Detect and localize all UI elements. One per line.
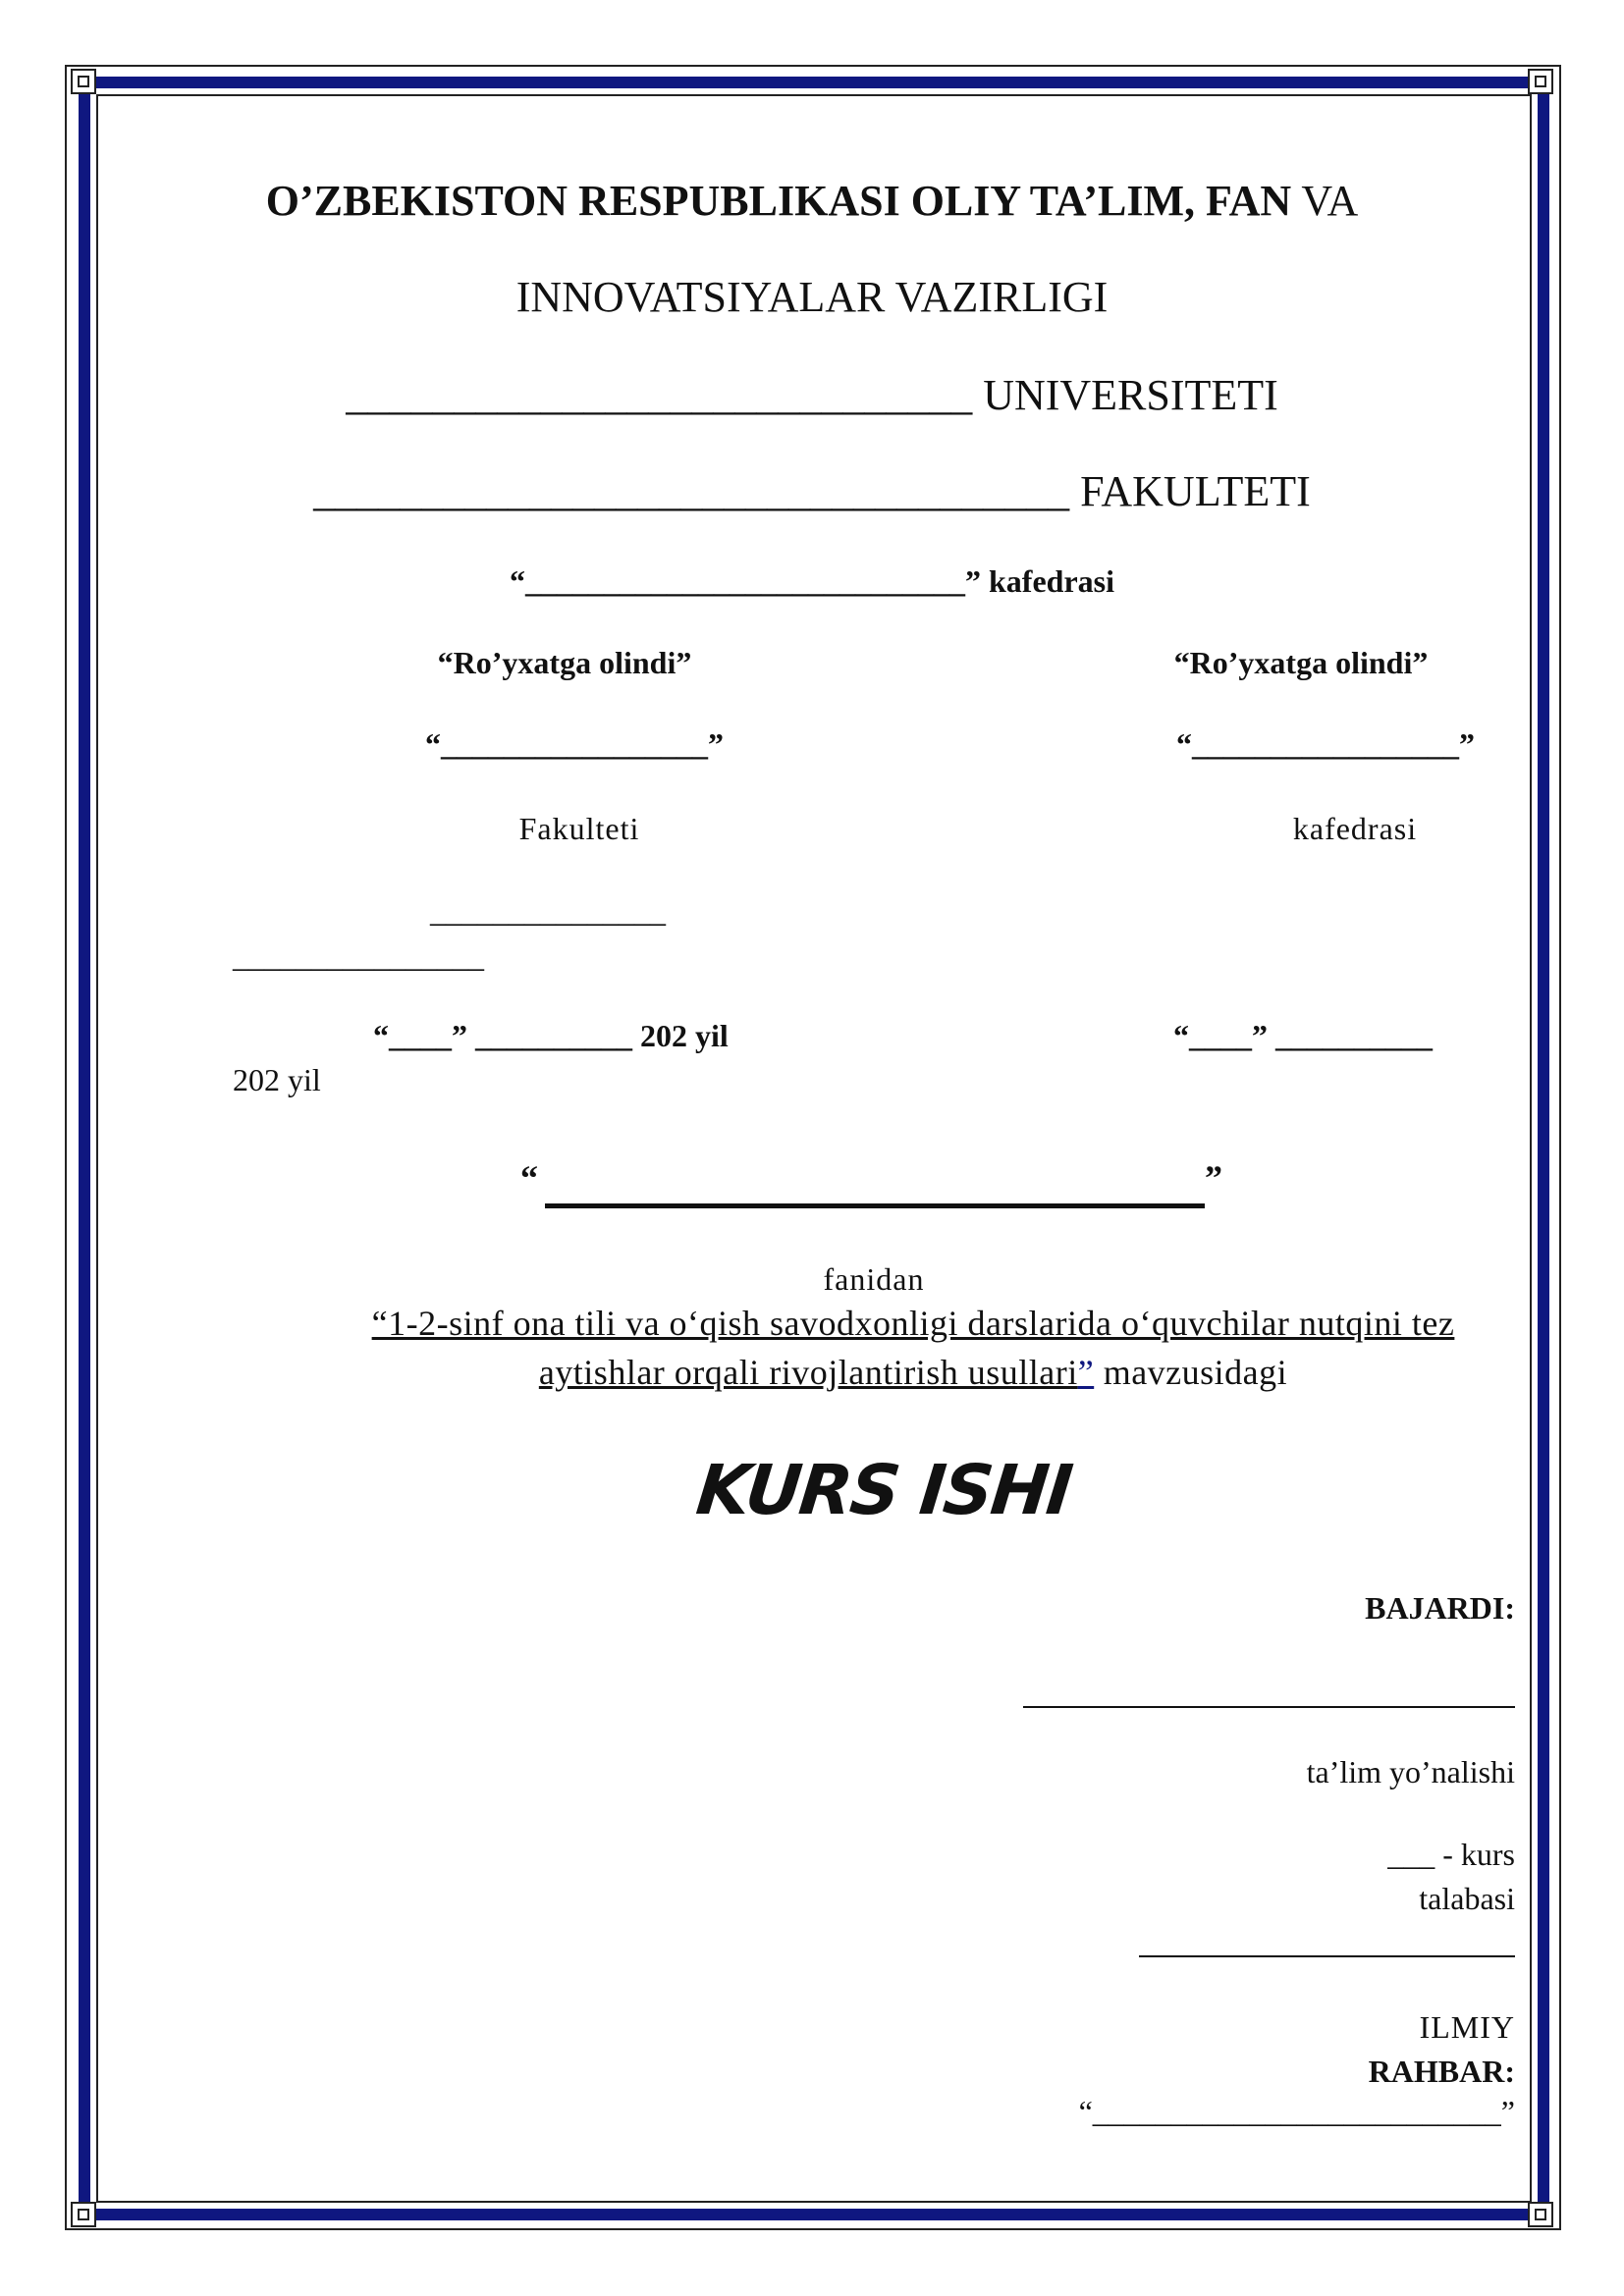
registration-right-date: “____” __________ xyxy=(1173,1018,1433,1053)
advisor-label-line-2: RAHBAR: xyxy=(1368,2054,1515,2089)
ministry-line-1-bold: O’ZBEKISTON RESPUBLIKASI OLIY TA’LIM, FAN xyxy=(265,177,1292,225)
registration-left-label: Fakulteti xyxy=(518,811,640,846)
performer-name-line xyxy=(1023,1706,1515,1708)
registration-right-label: kafedrasi xyxy=(1292,811,1418,846)
registration-left-sign-line: _______________ xyxy=(430,893,666,929)
document-title: KURS ISHI xyxy=(692,1450,1075,1530)
performer-student-line xyxy=(1139,1955,1515,1957)
frame-corner-ornament xyxy=(71,69,96,94)
topic-close-quote: ” xyxy=(1077,1353,1095,1392)
registration-left-number: “_________________” xyxy=(425,726,724,762)
ministry-line-2: INNOVATSIYALAR VAZIRLIGI xyxy=(515,273,1109,321)
ministry-line-1 xyxy=(147,177,1477,227)
department-line: “____________________________” kafedrasi xyxy=(510,563,1114,599)
faculty-line: ___________________________________ FAKULTETI xyxy=(313,467,1311,515)
subject-open-quote: “ xyxy=(520,1158,538,1198)
performer-label: BAJARDI: xyxy=(1365,1590,1515,1626)
advisor-name-blank: “__________________________” xyxy=(1078,2094,1515,2129)
registration-left-title: “Ro’yxatga olindi” xyxy=(437,645,692,680)
registration-left-sign-line-2: ________________ xyxy=(233,938,484,974)
performer-student: talabasi xyxy=(1419,1881,1515,1916)
ministry-line-1-rest: VA xyxy=(1291,177,1359,225)
subject-close-quote: ” xyxy=(1205,1158,1222,1198)
university-line: _____________________________ UNIVERSITETI xyxy=(346,371,1278,419)
subject-blank-line xyxy=(545,1203,1205,1208)
advisor-label-line-1: ILMIY xyxy=(1419,2009,1515,2045)
registration-left-date: “____” __________ 202 yil xyxy=(373,1018,729,1053)
frame-corner-ornament xyxy=(1528,69,1553,94)
performer-course: ___ - kurs xyxy=(1387,1837,1515,1872)
topic-line-1: “1-2-sinf ona tili va o‘qish savodxonligi darslarida o‘quvchilar nutqini tez xyxy=(371,1304,1455,1343)
performer-direction: ta’lim yo’nalishi xyxy=(1306,1754,1515,1789)
registration-year-overflow: 202 yil xyxy=(233,1062,321,1097)
subject-fanidan: fanidan xyxy=(823,1261,925,1297)
topic-line-2-underlined: aytishlar orqali rivojlantirish usullari xyxy=(538,1353,1078,1392)
frame-corner-ornament xyxy=(1528,2202,1553,2227)
registration-right-title: “Ro’yxatga olindi” xyxy=(1173,645,1429,680)
registration-right-number: “_________________” xyxy=(1176,726,1475,762)
topic-suffix: mavzusidagi xyxy=(1094,1353,1288,1392)
topic-line-2 xyxy=(295,1353,1532,1393)
frame-corner-ornament xyxy=(71,2202,96,2227)
